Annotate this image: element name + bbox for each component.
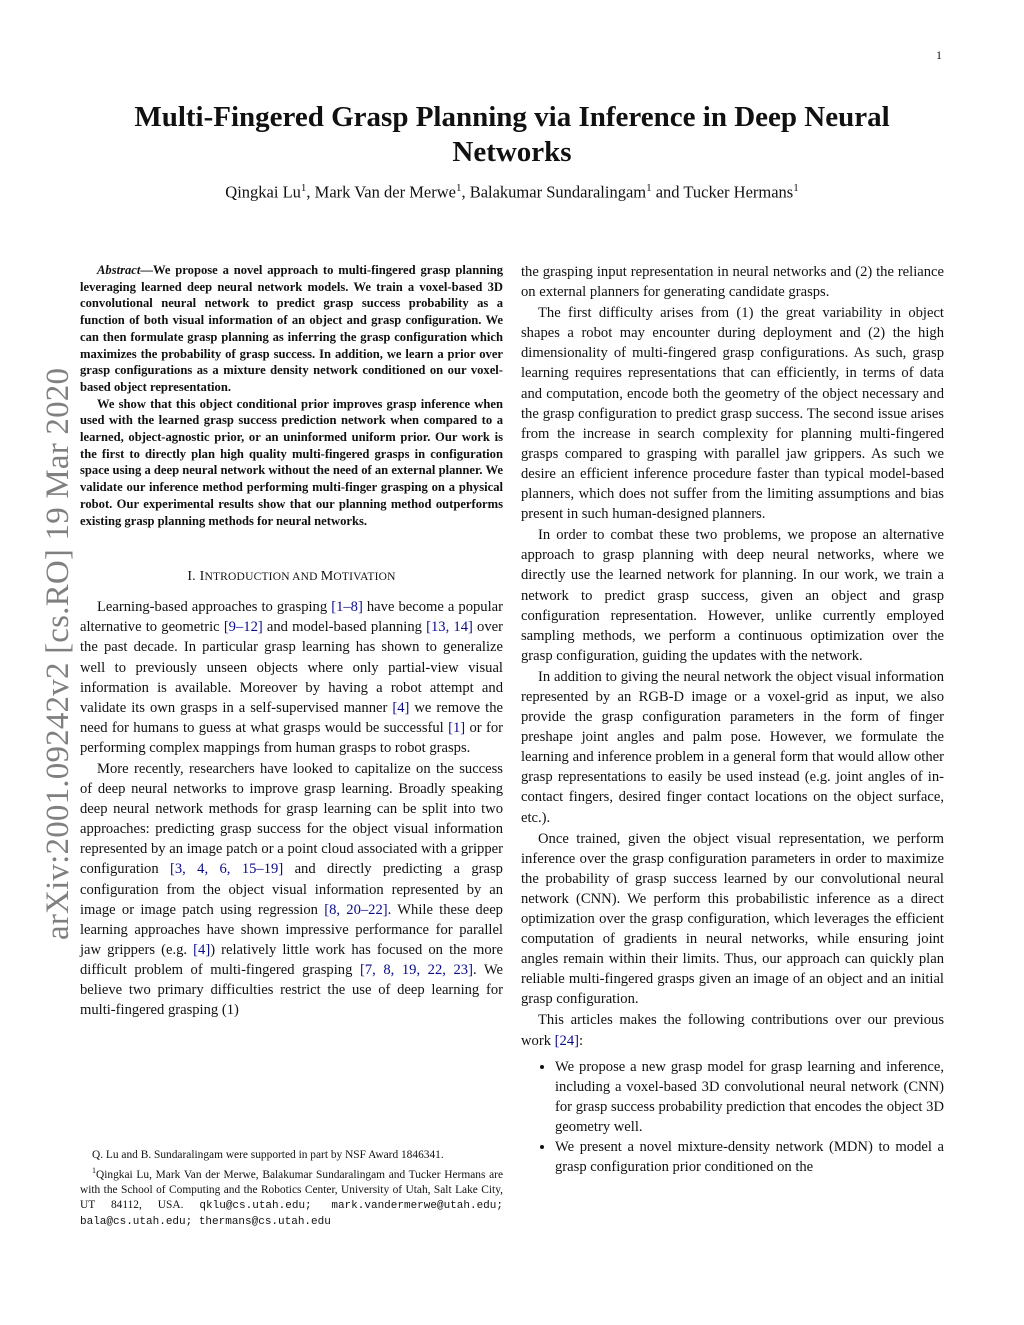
citation-link[interactable]: [13, 14] xyxy=(426,619,473,636)
citation-link[interactable]: [24] xyxy=(554,1032,579,1049)
arxiv-identifier-stamp[interactable]: arXiv:2001.09242v2 [cs.RO] 19 Mar 2020 xyxy=(40,367,76,940)
contributions-list xyxy=(521,1057,944,1178)
author-list xyxy=(90,182,934,203)
text-run: or for performing complex mappings from human grasps to robot grasps. xyxy=(80,719,503,756)
intro-paragraph-continued: the grasping input representation in neural networks and (2) the reliance on external planners for generating candidate grasps. xyxy=(521,264,944,301)
author-separator: , xyxy=(306,182,315,202)
abstract xyxy=(80,262,503,396)
citation-link[interactable]: [4] xyxy=(193,941,211,958)
heading-small-caps: OTIVATION xyxy=(333,571,396,584)
text-run: ) relatively little work has focused on the more difficult problem of multi-fingered grasping xyxy=(80,941,503,978)
intro-paragraph-3: The first difficulty arises from (1) the great variability in object shapes a robot may encounter during deployment and (2) the high dimensionality of multi-fingered grasp configurations. As such, grasp learning requires representations that can efficiently, in terms of data and computation, encode both the geometry of the object necessary and the grasp configuration to predict grasp success. The second issue arises from the increase in search complexity for planning multi-fingered grasps compared to grasping with parallel jaw grippers. As such we desire an efficient inference procedure faster than typical model-based planners, which does not suffer from the limiting assumptions and bias present in such human-designed planners. xyxy=(521,305,944,523)
affiliation-mark: 1 xyxy=(300,182,307,194)
footnote-text: Qingkai Lu, Mark Van der Merwe, Balakumar Sundaralingam and Tucker Hermans are with the School of Computing and the Robotics Center, University of Utah, Salt Lake City, UT 84112, USA. xyxy=(80,1168,503,1211)
intro-paragraph-6: Once trained, given the object visual representation, we perform inference over the grasp configuration parameters in order to maximize the probability of grasp success learned by our convolutional neural network (CNN). We perform this probabilistic inference as a direct optimization over the grasp configuration, which leverages the efficient computation of gradients in neural networks, while ensuring joint angles remain within their limits. Thus, our approach can quickly plan reliable multi-fingered grasps given an image of an object and an initial grasp configuration. xyxy=(521,830,944,1008)
abstract-label: Abstract xyxy=(97,263,141,277)
affiliation-mark: 1 xyxy=(646,182,652,194)
text-run: over the past decade. In particular grasp learning has shown to generalize well to previously unseen objects where only partial-view visual information is available. Moreover by having a robot attempt and validate its own grasps in a self-supervised manner xyxy=(80,619,503,716)
right-column xyxy=(521,262,944,1177)
citation-link[interactable]: [9–12] xyxy=(223,619,263,636)
paper-title: Multi-Fingered Grasp Planning via Inference in Deep Neural Networks xyxy=(134,101,890,168)
left-column xyxy=(80,262,503,1020)
funding-footnote: Q. Lu and B. Sundaralingam were supported in part by NSF Award 1846341. xyxy=(92,1149,444,1161)
author: Qingkai Lu xyxy=(225,182,301,202)
author-emails[interactable]: qklu@cs.utah.edu; mark.vandermerwe@utah.edu; bala@cs.utah.edu; thermans@cs.utah.edu xyxy=(80,1199,503,1228)
text-run: : xyxy=(578,1032,584,1049)
author-separator: , xyxy=(461,182,470,202)
intro-paragraph-2 xyxy=(80,759,503,1020)
citation-link[interactable]: [4] xyxy=(392,699,410,716)
abstract-paragraph-2: We show that this object conditional prior improves grasp inference when used with the learned grasp success prediction network when compared to a learned, object-agnostic prior, or an uninformed uniform prior. Our work is the first to directly plan high quality multi-fingered grasps in configuration space using a deep neural network without the need of an external planner. We validate our inference method performing multi-finger grasping on a physical robot. Our experimental results show that our planning method outperforms existing grasp planning methods for neural networks. xyxy=(80,396,503,528)
citation-link[interactable]: [8, 20–22] xyxy=(324,901,388,918)
citation-link[interactable]: [3, 4, 6, 15–19] xyxy=(170,861,284,878)
author: Balakumar Sundaralingam xyxy=(469,182,647,202)
affiliation-mark: 1 xyxy=(455,182,462,194)
heading-initial: M xyxy=(320,569,334,585)
footnote-mark: 1 xyxy=(92,1166,96,1175)
page-number: 1 xyxy=(936,48,942,62)
citation-link[interactable]: [7, 8, 19, 22, 23] xyxy=(359,961,473,978)
heading-initial: I xyxy=(199,569,205,585)
abstract-text: —We propose a novel approach to multi-fingered grasp planning leveraging learned deep neural network models. We train a voxel-based 3D convolutional neural network to predict grasp success probability as a function of both visual information of an object and grasp configuration. We can then formulate grasp planning as inferring the grasp configuration which maximizes the probability of grasp success. In addition, we learn a prior over grasp configurations as a mixture density network conditioned on our voxel-based object representation. xyxy=(80,263,503,394)
text-run: and model-based planning xyxy=(262,619,427,636)
author: Mark Van der Merwe xyxy=(314,182,456,202)
contributions-intro xyxy=(521,1010,944,1050)
citation-link[interactable]: [1–8] xyxy=(331,599,363,616)
citation-link[interactable]: [1] xyxy=(448,719,466,736)
section-numeral: I. xyxy=(187,569,200,585)
author-separator: and xyxy=(651,182,684,202)
intro-paragraph-1 xyxy=(80,597,503,758)
text-run: . We believe two primary difficulties restrict the use of deep learning for multi-fingered grasping (1) xyxy=(80,961,503,1019)
footnotes xyxy=(80,1148,503,1230)
list-item: • We propose a new grasp model for grasp learning and inference, including a voxel-based 3D convolutional neural network (CNN) for grasp success probability prediction that encodes the object 3D geometry well. xyxy=(555,1057,944,1137)
intro-paragraph-5: In addition to giving the neural network the object visual information represented by an RGB-D image or a voxel-grid as input, we also provide the grasp configuration parameters in the form of finger preshape joint angles and palm pose. However, we formulate the learning and inference problem in a general form that would allow other grasp representations to easily be used instead (e.g. joint angles of in-contact fingers, desired finger contact locations on the object surface, etc.). xyxy=(521,668,944,826)
heading-small-caps: NTRODUCTION AND xyxy=(204,571,321,584)
text-run: and directly predicting a grasp configuration from the object visual information represented by an image or image patch using regression xyxy=(80,861,503,918)
text-run: . While these deep learning approaches have shown impressive performance for parallel jaw grippers (e.g. xyxy=(80,901,503,958)
affiliation-footnote xyxy=(80,1163,503,1230)
intro-paragraph-4: In order to combat these two problems, we propose an alternative approach to grasp planning with deep neural networks, where we directly use the learned network for planning. In our work, we train a network to predict grasp success, given an object and grasp configuration representation. However, unlike currently employed sampling methods, we perform a continuous optimization over the grasp configuration, guiding the updates with the network. xyxy=(521,527,944,664)
affiliation-mark: 1 xyxy=(793,182,799,194)
author: Tucker Hermans xyxy=(683,182,794,202)
text-run: This articles makes the following contributions over our previous work xyxy=(521,1012,944,1049)
list-item: • We present a novel mixture-density network (MDN) to model a grasp configuration prior conditioned on the xyxy=(555,1137,944,1177)
section-heading-introduction xyxy=(80,569,503,585)
text-run: More recently, researchers have looked to capitalize on the success of deep neural networks to improve grasp learning. Broadly speaking deep neural network methods for grasp learning can be split into two approaches: predicting grasp success for the object visual information represented by an image patch or a point cloud associated with a gripper configuration xyxy=(80,761,503,878)
text-run: have become a popular alternative to geometric xyxy=(80,599,503,636)
text-run: we remove the need for humans to guess at what grasps would be successful xyxy=(80,699,503,736)
text-run: Learning-based approaches to grasping xyxy=(97,599,332,616)
